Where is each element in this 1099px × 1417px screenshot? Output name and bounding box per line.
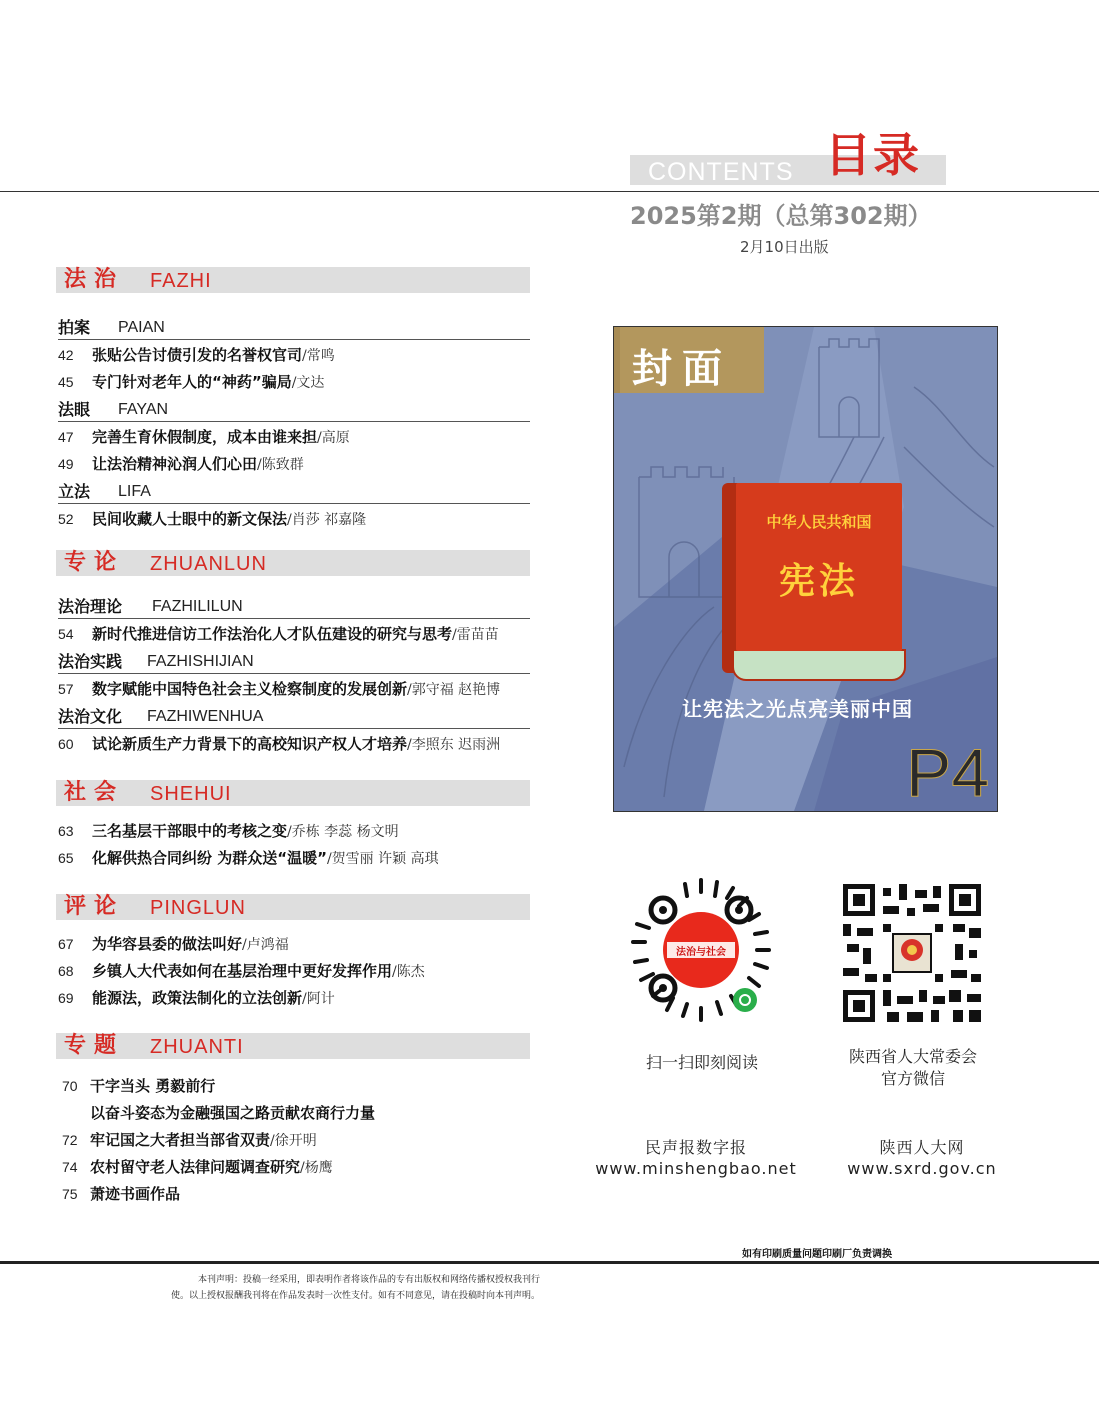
page-number: 70 [62,1078,78,1094]
page-number: 49 [58,456,74,472]
article-title: 完善生育休假制度，成本由谁来担 [92,428,318,446]
article-author: /李照东 迟雨洲 [407,737,501,753]
page-number: 63 [58,823,74,839]
column-title-en: FAZHIWENHUA [147,708,264,725]
wechat-qr[interactable] [843,884,981,1022]
toc-item[interactable] [62,1128,542,1152]
top-divider [0,191,1099,192]
miniprogram-logo-text: 法治与社会 [676,947,726,958]
article-title: 为华容县委的做法叫好 [92,935,243,953]
article-author: /贺雪丽 许颖 高琪 [326,851,439,867]
link-url-sxrd[interactable]: www.sxrd.gov.cn [847,1159,997,1178]
bottom-divider [0,1261,1099,1264]
article-title: 三名基层干部眼中的考核之变 [92,822,288,840]
article-title: 干字当头 勇毅前行 [90,1077,216,1095]
qr-caption-right-1: 陕西省人大常委会 [848,1047,977,1066]
article-title: 乡镇人大代表如何在基层治理中更好发挥作用 [92,962,393,980]
column-title-en: FAYAN [118,401,169,418]
section-title-zh: 专题 [64,1033,125,1058]
toc-item[interactable] [62,1101,542,1125]
book-cover [736,483,902,651]
column-title-zh: 立法 [58,482,91,501]
article-author: /乔栋 李蕊 杨文明 [287,824,399,840]
qr-caption-left: 扫一扫即刻阅读 [645,1053,758,1072]
toc-item[interactable] [58,846,538,870]
page-number: 60 [58,736,74,752]
article-author: /杨鹰 [300,1160,333,1176]
article-title: 萧迹书画作品 [90,1185,181,1203]
article-title: 让法治精神沁润人们心田 [92,455,258,473]
article-title: 数字赋能中国特色社会主义检察制度的发展创新 [92,680,408,698]
cover-label: 封面 [632,346,732,392]
page-number: 47 [58,429,74,445]
article-title: 民间收藏人士眼中的新文保法 [92,510,288,528]
toc-item[interactable] [62,1155,542,1179]
section-title-zh: 社会 [64,780,125,805]
section-title-en: FAZHI [150,270,212,292]
toc-item[interactable] [58,932,538,956]
article-author: /陈杰 [392,964,425,980]
statement-line-2: 使。以上授权报酬我刊将在作品发表时一次性支付。如有不同意见，请在投稿时向本刊声明。 [170,1291,540,1301]
page-number: 45 [58,374,74,390]
toc-item[interactable] [58,677,538,701]
column-lifa [58,481,530,504]
column-title-en: PAIAN [118,319,165,336]
toc-item[interactable] [58,370,538,394]
article-title: 张贴公告讨债引发的名誉权官司 [92,346,303,364]
column-title-en: FAZHISHIJIAN [147,653,254,670]
book-pages [732,649,906,681]
miniprogram-qr[interactable] [627,876,775,1024]
column-paian [58,317,530,340]
book-title-line2: 宪法 [778,561,859,602]
cover-slogan: 让宪法之光点亮美丽中国 [682,697,913,721]
page-number: 57 [58,681,74,697]
article-author: /阿计 [302,991,335,1007]
column-title-zh: 法治理论 [58,597,123,616]
column-fazhililun [58,596,530,619]
article-title: 专门针对老年人的“神药”骗局 [92,373,292,391]
page-number: 69 [58,990,74,1006]
toc-title: 目录 [825,128,921,182]
contents-label: CONTENTS [648,158,794,186]
statement-line-1: 本刊声明：投稿一经采用，即表明作者将该作品的专有出版权和网络传播权授权我刊行 [197,1275,540,1285]
toc-item[interactable] [62,1074,542,1098]
article-title: 农村留守老人法律问题调查研究 [90,1158,301,1176]
toc-item[interactable] [58,507,538,531]
article-author: /肖莎 祁嘉隆 [287,512,367,528]
toc-item[interactable] [58,819,538,843]
toc-item[interactable] [58,732,538,756]
column-title-en: FAZHILILUN [152,598,243,615]
column-fazhishijian [58,651,530,674]
toc-item[interactable] [58,986,538,1010]
publish-date: 2月10日出版 [740,238,829,256]
page-number: 67 [58,936,74,952]
column-title-zh: 法治文化 [58,707,123,726]
copyright-statement [90,1272,540,1304]
section-title-zh: 法治 [64,267,125,292]
toc-item[interactable] [62,1182,542,1206]
section-title-en: ZHUANTI [150,1036,244,1058]
column-title-zh: 法治实践 [58,652,123,671]
column-title-zh: 法眼 [58,400,91,419]
column-title-en: LIFA [118,483,151,500]
print-quality-note: 如有印刷质量问题印刷厂负责调换 [742,1249,892,1260]
section-title-zh: 评论 [64,894,125,919]
article-title: 试论新质生产力背景下的高校知识产权人才培养 [92,735,408,753]
article-title: 化解供热合同纠纷 为群众送“温暖” [92,849,327,867]
toc-item[interactable] [58,425,538,449]
link-url-minshengbao[interactable]: www.minshengbao.net [595,1159,797,1178]
link-name-sxrd: 陕西人大网 [879,1138,965,1157]
link-name-minshengbao: 民声报数字报 [644,1138,747,1157]
toc-item[interactable] [58,452,538,476]
cover-page-ref: P4 [906,735,990,811]
article-author: /徐开明 [270,1133,317,1149]
qr-caption-right-2: 官方微信 [880,1069,945,1088]
page-number: 54 [58,626,74,642]
section-title-en: PINGLUN [150,897,246,919]
article-author: /陈致群 [257,457,304,473]
article-title: 能源法，政策法制化的立法创新 [92,989,303,1007]
issue-number: 2025第2期（总第302期） [630,202,932,230]
cover-image[interactable] [613,326,998,812]
section-title-zh: 专论 [64,550,125,575]
page-number: 72 [62,1132,78,1148]
page-number: 42 [58,347,74,363]
section-pinglun [56,894,530,920]
article-title: 新时代推进信访工作法治化人才队伍建设的研究与思考 [92,625,453,643]
article-title: 牢记国之大者担当部省双责 [90,1131,271,1149]
section-title-en: ZHUANLUN [150,553,267,575]
column-fayan [58,399,530,422]
section-title-en: SHEHUI [150,783,232,805]
page-number: 75 [62,1186,78,1202]
article-author: /常鸣 [302,348,335,364]
page-number: 65 [58,850,74,866]
column-title-zh: 拍案 [58,318,91,337]
article-author: /高原 [317,430,350,446]
page-number: 68 [58,963,74,979]
article-title: 以奋斗姿态为金融强国之路贡献农商行力量 [90,1104,376,1122]
toc-item[interactable] [58,622,538,646]
section-fazhi [56,267,530,293]
toc-item[interactable] [58,343,538,367]
section-zhuanlun [56,550,530,576]
section-shehui [56,780,530,806]
article-author: /雷苗苗 [452,627,499,643]
article-author: /郭守福 赵艳博 [407,682,501,698]
book-title-line1: 中华人民共和国 [766,513,872,531]
page-number: 74 [62,1159,78,1175]
section-zhuanti [56,1033,530,1059]
page-number: 52 [58,511,74,527]
column-fazhiwenhua [58,706,530,729]
toc-item[interactable] [58,959,538,983]
article-author: /文达 [291,375,325,391]
article-author: /卢鸿福 [242,937,289,953]
qr-code-icon [843,884,981,1022]
